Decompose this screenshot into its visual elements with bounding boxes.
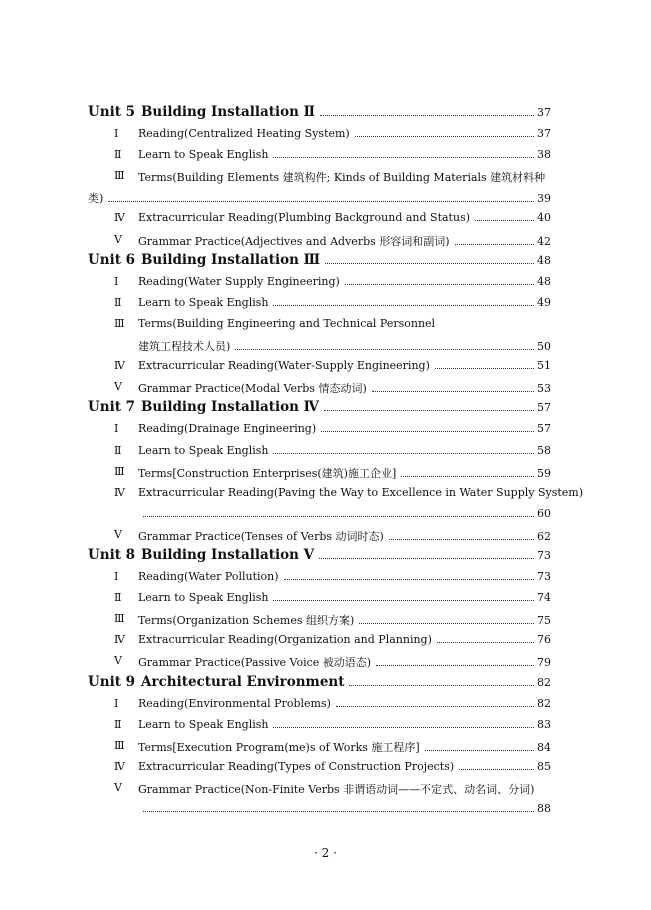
toc-entry-row[interactable]	[88, 292, 551, 313]
dot-leader	[359, 623, 534, 624]
page-number-ref: 57	[537, 422, 551, 436]
entry-text: Terms[Execution Program(me)s of Works 施工程序]	[138, 740, 420, 754]
toc-line	[138, 570, 551, 583]
entry-text: Reading(Water Supply Engineering)	[138, 274, 340, 288]
toc-entry-row[interactable]	[88, 461, 551, 482]
entry-text: 类)	[88, 192, 104, 206]
dot-leader	[425, 750, 534, 751]
section-numeral: Ⅴ	[114, 232, 122, 246]
section-numeral: Ⅱ	[114, 443, 122, 457]
entry-text: Reading(Water Pollution)	[138, 570, 279, 584]
toc-entry-row[interactable]	[88, 566, 551, 587]
toc-line	[138, 802, 551, 815]
section-numeral: Ⅲ	[114, 169, 125, 183]
dot-leader	[336, 706, 534, 707]
toc-line	[138, 169, 551, 185]
section-numeral: Ⅳ	[114, 359, 125, 373]
section-numeral: Ⅱ	[114, 591, 122, 605]
toc-line	[138, 465, 551, 481]
toc-continuation-row[interactable]	[88, 798, 551, 819]
page-number-ref: 76	[537, 633, 551, 647]
unit-number: Unit 7	[88, 399, 136, 416]
dot-leader	[401, 476, 534, 477]
entry-text: Grammar Practice(Modal Verbs 情态动词)	[138, 382, 367, 396]
toc-entry-row[interactable]	[88, 629, 551, 650]
page-number-ref: 79	[537, 656, 551, 670]
dot-leader	[284, 579, 534, 580]
toc-entry-row[interactable]	[88, 587, 551, 608]
page-number-ref: 82	[537, 696, 551, 710]
section-numeral: Ⅳ	[114, 633, 125, 647]
section-numeral: Ⅰ	[114, 274, 119, 288]
dot-leader	[273, 453, 534, 454]
toc-line	[141, 252, 551, 268]
dot-leader	[143, 516, 534, 517]
toc-line	[138, 485, 584, 499]
toc-entry-row[interactable]	[88, 165, 551, 186]
page-number-ref: 38	[537, 148, 551, 162]
entry-text: Extracurricular Reading(Paving the Way to Excellence in Water Supply System)	[138, 485, 584, 499]
toc-continuation-row[interactable]	[88, 503, 551, 524]
toc-line	[138, 654, 551, 670]
entry-text: Terms(Building Engineering and Technical Personnel	[138, 316, 436, 330]
section-numeral: Ⅴ	[114, 781, 122, 794]
dot-leader	[143, 811, 534, 812]
section-numeral: Ⅳ	[114, 211, 125, 225]
page-number-ref: 83	[537, 717, 551, 731]
dot-leader	[345, 284, 534, 285]
toc-line	[138, 422, 551, 435]
entry-text: 建筑工程技术人员)	[138, 340, 231, 354]
dot-leader	[321, 431, 534, 432]
toc-line	[138, 528, 551, 544]
toc-unit-row[interactable]	[88, 102, 551, 123]
page-number-ref: 58	[537, 443, 551, 457]
entry-text: Grammar Practice(Tenses of Verbs 动词时态)	[138, 529, 384, 543]
page-number-ref: 74	[537, 591, 551, 605]
toc-entry-row[interactable]	[88, 524, 551, 545]
page-number-ref: 40	[537, 211, 551, 225]
toc-line	[138, 148, 551, 161]
page-number-ref: 37	[537, 106, 551, 119]
toc-entry-row[interactable]	[88, 144, 551, 165]
toc-entry-row[interactable]	[88, 207, 551, 228]
page-number-ref: 88	[537, 802, 551, 816]
entry-text: Grammar Practice(Passive Voice 被动语态)	[138, 656, 372, 670]
page-number-ref: 42	[537, 234, 551, 248]
entry-text: Learn to Speak English	[138, 443, 269, 457]
entry-text: Terms(Organization Schemes 组织方案)	[138, 614, 355, 628]
page-number-ref: 57	[537, 401, 551, 415]
page-number-ref: 73	[537, 570, 551, 584]
toc-entry-row[interactable]	[88, 271, 551, 292]
page-number-ref: 85	[537, 759, 551, 773]
page-number-ref: 48	[537, 253, 551, 267]
dot-leader	[459, 769, 534, 770]
page-number-ref: 60	[537, 506, 551, 520]
toc-entry-row[interactable]	[88, 418, 551, 439]
entry-text: Learn to Speak English	[138, 591, 269, 605]
dot-leader	[389, 539, 534, 540]
dot-leader	[355, 136, 534, 137]
entry-text: Extracurricular Reading(Types of Construction Projects)	[138, 759, 455, 773]
toc-line	[138, 760, 551, 773]
entry-text: Extracurricular Reading(Plumbing Background and Status)	[138, 211, 471, 225]
entry-text: Grammar Practice(Adjectives and Adverbs 形容词和副词)	[138, 234, 450, 248]
toc-entry-row[interactable]	[88, 440, 551, 461]
section-numeral: Ⅳ	[114, 759, 125, 773]
toc-line	[138, 507, 551, 520]
toc-line	[141, 399, 551, 415]
toc-line	[141, 104, 551, 120]
toc-entry-row[interactable]	[88, 756, 551, 777]
toc-continuation-row[interactable]	[88, 186, 551, 207]
section-numeral: Ⅴ	[114, 527, 122, 541]
toc-entry-row[interactable]	[88, 123, 551, 144]
page-number-ref: 49	[537, 295, 551, 309]
toc-line	[138, 591, 551, 604]
unit-number: Unit 5	[88, 104, 136, 120]
section-numeral: Ⅴ	[114, 380, 122, 394]
entry-text: Reading(Centralized Heating System)	[138, 127, 350, 141]
page-number-ref: 75	[537, 614, 551, 628]
toc-line	[138, 612, 551, 628]
page-number-ref: 73	[537, 548, 551, 562]
dot-leader	[235, 349, 534, 350]
dot-leader	[320, 115, 534, 116]
unit-title: Building Installation Ⅱ	[141, 104, 315, 120]
entry-text: Reading(Drainage Engineering)	[138, 422, 317, 436]
toc-entry-row[interactable]	[88, 693, 551, 714]
toc-entry-row[interactable]	[88, 735, 551, 756]
toc-line	[138, 739, 551, 755]
section-numeral: Ⅲ	[114, 738, 125, 752]
toc-entry-row[interactable]	[88, 376, 551, 397]
toc-entry-row[interactable]	[88, 608, 551, 629]
section-numeral: Ⅰ	[114, 127, 119, 141]
unit-title: Architectural Environment	[141, 673, 345, 690]
toc-unit-row[interactable]	[88, 672, 551, 693]
toc-line	[138, 317, 551, 330]
toc-continuation-row[interactable]	[88, 334, 551, 355]
entry-text: Learn to Speak English	[138, 717, 269, 731]
dot-leader	[437, 642, 534, 643]
dot-leader	[455, 244, 534, 245]
dot-leader	[349, 685, 534, 686]
toc-line	[138, 233, 551, 249]
toc-entry-row[interactable]	[88, 714, 551, 735]
toc-line	[138, 718, 551, 731]
unit-number: Unit 8	[88, 546, 136, 563]
toc-line	[138, 633, 551, 646]
dot-leader	[273, 157, 534, 158]
unit-title: Building Installation Ⅳ	[141, 399, 319, 416]
section-numeral: Ⅱ	[114, 295, 122, 309]
toc-line	[138, 359, 551, 372]
page-number-ref: 39	[537, 192, 551, 206]
dot-leader	[273, 727, 534, 728]
section-numeral: Ⅳ	[114, 485, 125, 499]
toc-line	[138, 338, 551, 354]
toc-line	[138, 781, 551, 797]
toc-entry-row[interactable]	[88, 355, 551, 376]
unit-number: Unit 6	[88, 251, 136, 268]
toc-entry-row[interactable]	[88, 313, 551, 334]
entry-text: Grammar Practice(Non-Finite Verbs 非谓语动词——不定式、动名词、分词)	[138, 783, 535, 796]
section-numeral: Ⅱ	[114, 717, 122, 731]
section-numeral: Ⅲ	[114, 612, 125, 626]
entry-text: Learn to Speak English	[138, 148, 269, 162]
page-number-ref: 53	[537, 382, 551, 396]
unit-number: Unit 9	[88, 673, 136, 690]
page-number-ref: 62	[537, 529, 551, 543]
dot-leader	[273, 305, 534, 306]
toc-line	[138, 296, 551, 309]
section-numeral: Ⅴ	[114, 654, 122, 668]
dot-leader	[273, 600, 534, 601]
toc-entry-row[interactable]	[88, 777, 551, 798]
toc-entry-row[interactable]	[88, 229, 551, 250]
toc-entry-row[interactable]	[88, 482, 584, 503]
entry-text: Reading(Environmental Problems)	[138, 696, 331, 710]
dot-leader	[372, 391, 534, 392]
toc-line	[138, 444, 551, 457]
section-numeral: Ⅱ	[114, 148, 122, 162]
dot-leader	[319, 558, 534, 559]
unit-title: Building Installation Ⅲ	[141, 251, 321, 268]
toc-unit-row[interactable]	[88, 250, 551, 271]
page-number-ref: 84	[537, 740, 551, 754]
page-number-ref: 37	[537, 127, 551, 141]
page-number-ref: 51	[537, 359, 551, 373]
page-number-ref: 48	[537, 274, 551, 288]
dot-leader	[376, 665, 534, 666]
unit-title: Building Installation Ⅴ	[141, 546, 315, 563]
toc-unit-row[interactable]	[88, 545, 551, 566]
toc-line	[138, 127, 551, 140]
section-numeral: Ⅰ	[114, 696, 119, 710]
dot-leader	[324, 410, 534, 411]
table-of-contents	[88, 102, 584, 819]
page-number-ref: 82	[537, 675, 551, 689]
entry-text: Learn to Speak English	[138, 295, 269, 309]
dot-leader	[325, 263, 534, 264]
section-numeral: Ⅲ	[114, 464, 125, 478]
entry-text: Extracurricular Reading(Organization and Planning)	[138, 633, 432, 647]
toc-line	[138, 211, 551, 224]
dot-leader	[475, 220, 534, 221]
entry-text: Terms(Building Elements 建筑构件; Kinds of Building Materials 建筑材料种	[138, 171, 546, 185]
toc-unit-row[interactable]	[88, 397, 551, 418]
section-numeral: Ⅲ	[114, 316, 125, 330]
entry-text: Terms[Construction Enterprises(建筑)施工企业]	[138, 466, 397, 480]
toc-line	[138, 380, 551, 396]
toc-line	[138, 275, 551, 288]
page-number-ref: 59	[537, 466, 551, 480]
page-number-ref: 50	[537, 340, 551, 354]
toc-entry-row[interactable]	[88, 650, 551, 671]
dot-leader	[108, 201, 534, 202]
toc-line	[88, 190, 551, 206]
entry-text: Extracurricular Reading(Water-Supply Engineering)	[138, 359, 430, 373]
dot-leader	[435, 368, 534, 369]
section-numeral: Ⅰ	[114, 422, 119, 436]
toc-line	[138, 697, 551, 710]
toc-line	[141, 547, 551, 563]
toc-line	[141, 674, 551, 690]
page-number: · 2 ·	[314, 846, 337, 860]
section-numeral: Ⅰ	[114, 570, 119, 584]
